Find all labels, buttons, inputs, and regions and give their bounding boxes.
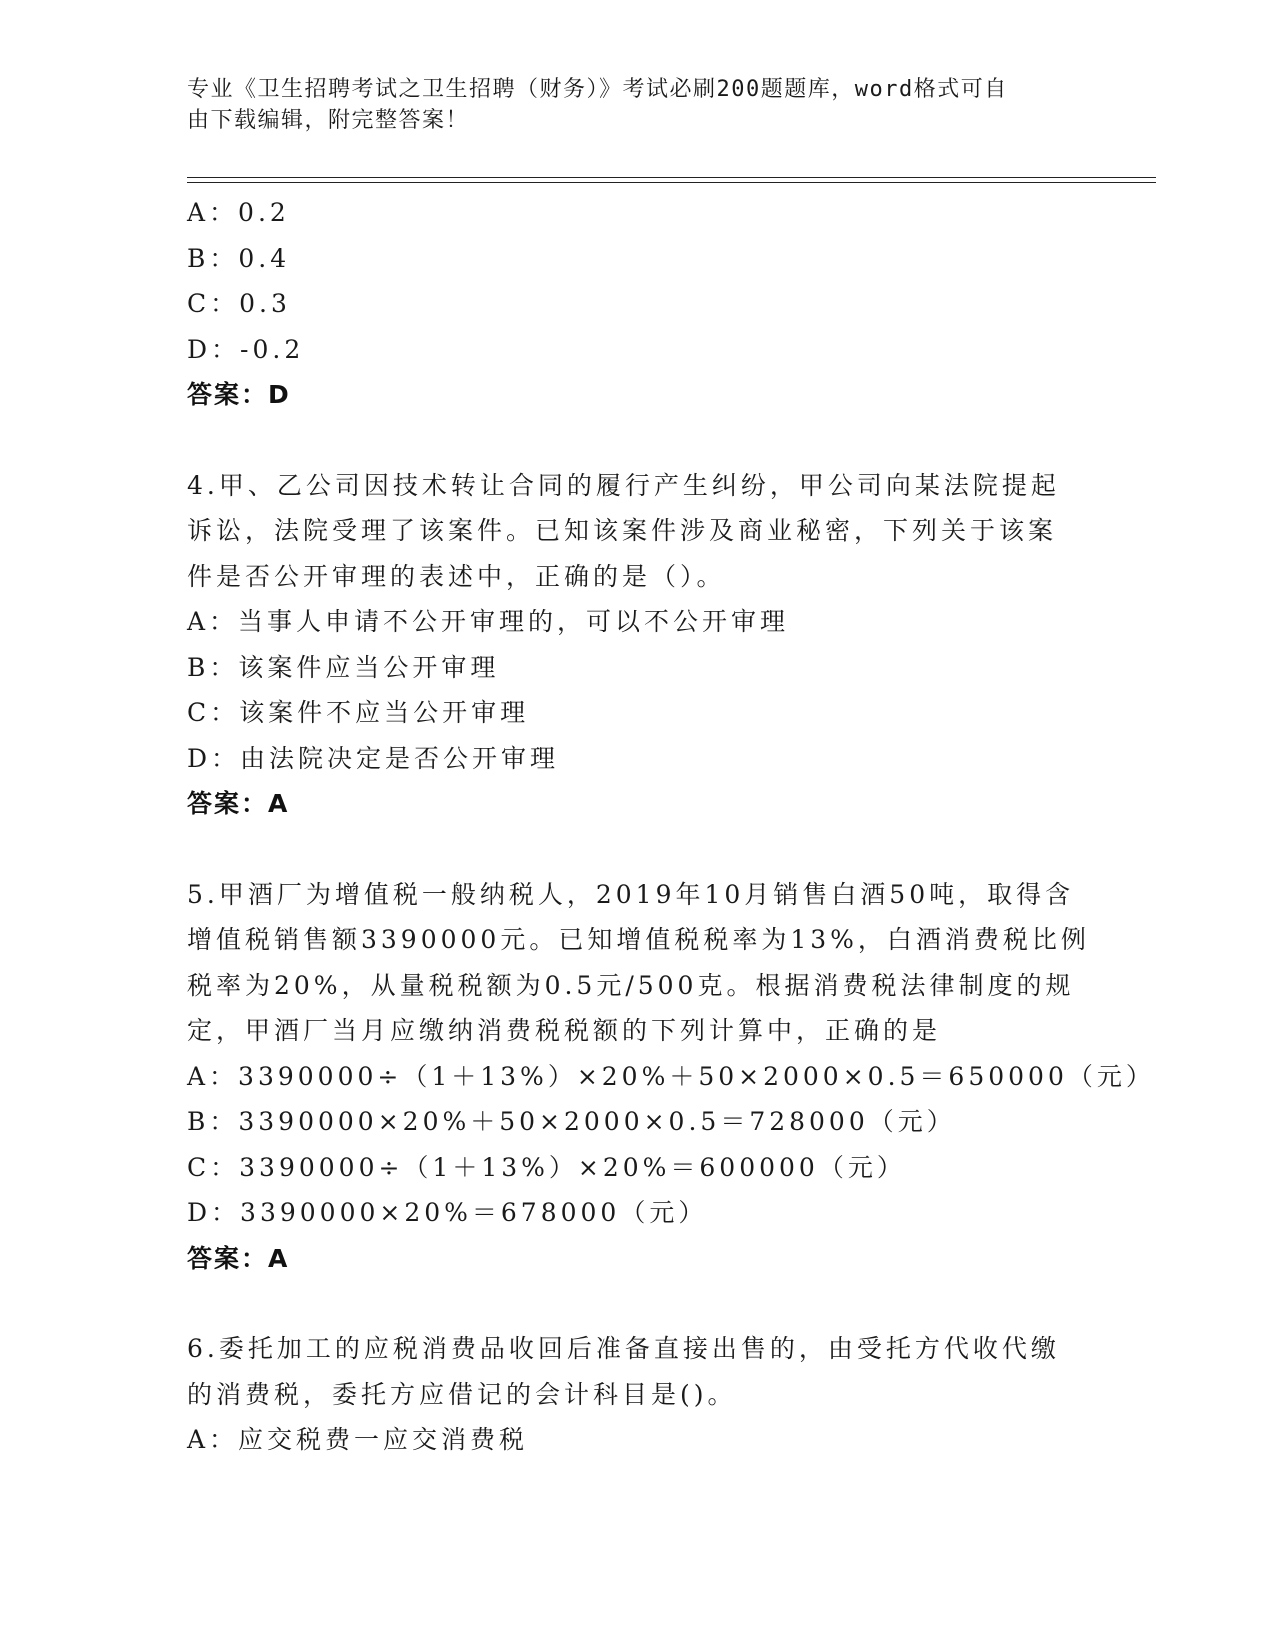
header-divider-top [187,177,1156,178]
header-line-2: 由下载编辑，附完整答案！ [187,108,470,133]
option-c: C：3390000÷（1＋13%）×20%＝600000（元） [187,1152,906,1182]
question-list [187,190,1155,1463]
question-5 [187,872,1155,1282]
question-stem [187,872,1090,1054]
option-d: D：由法院决定是否公开审理 [187,743,560,773]
option-b: B：3390000×20%＋50×2000×0.5＝728000（元） [187,1107,956,1136]
question-6 [187,1326,1087,1463]
option-c: C：0.3 [187,289,291,318]
option-c: C：该案件不应当公开审理 [187,698,530,727]
stem-line: 增值税销售额3390000元。已知增值税税率为13%，白酒消费税比例 [187,925,1090,954]
stem-line: 6.委托加工的应税消费品收回后准备直接出售的，由受托方代收代缴 [187,1334,1060,1363]
stem-line: 税率为20%，从量税税额为0.5元/500克。根据消费税法律制度的规 [187,970,1075,1000]
question-stem [187,1326,1087,1417]
question-3 [187,190,1087,418]
option-a: A：应交税费一应交消费税 [187,1425,529,1454]
question-stem [187,463,1087,600]
option-a: A：0.2 [187,198,290,227]
option-b: B：0.4 [187,243,291,273]
answer-label: 答案：A [187,1243,290,1273]
option-b: B：该案件应当公开审理 [187,652,500,682]
stem-line: 的消费税，委托方应借记的会计科目是()。 [187,1379,737,1409]
stem-line: 定，甲酒厂当月应缴纳消费税税额的下列计算中，正确的是 [187,1016,942,1045]
header-divider-bottom [187,182,1156,183]
answer-label: 答案：A [187,789,290,818]
header-line-1: 专业《卫生招聘考试之卫生招聘（财务）》考试必刷200题题库，word格式可自 [187,77,1008,102]
question-4 [187,463,1087,827]
option-d: D：3390000×20%＝678000（元） [187,1198,708,1227]
option-d: D：-0.2 [187,334,305,364]
stem-line: 5.甲酒厂为增值税一般纳税人，2019年10月销售白酒50吨，取得含 [187,879,1075,909]
document-header [187,74,1087,136]
option-a: A：当事人申请不公开审理的，可以不公开审理 [187,607,790,636]
stem-line: 件是否公开审理的表述中，正确的是（）。 [187,561,726,591]
stem-line: 诉讼，法院受理了该案件。已知该案件涉及商业秘密，下列关于该案 [187,516,1058,545]
answer-label: 答案：D [187,380,291,409]
stem-line: 4.甲、乙公司因技术转让合同的履行产生纠纷，甲公司向某法院提起 [187,470,1060,500]
option-a: A：3390000÷（1＋13%）×20%＋50×2000×0.5＝650000（元） [187,1061,1155,1091]
